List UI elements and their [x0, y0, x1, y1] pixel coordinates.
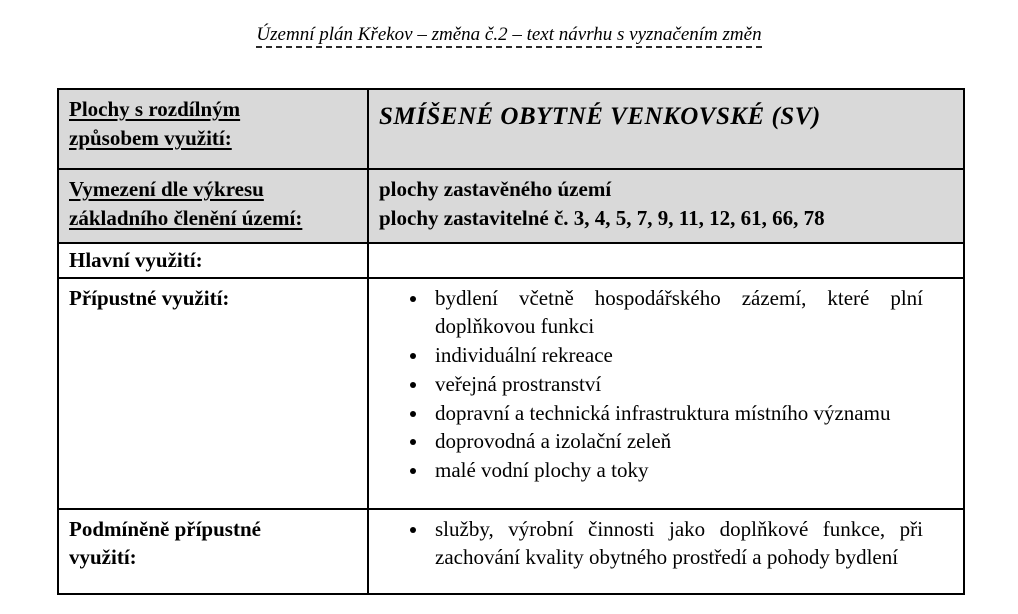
table-row-hlavni — [58, 243, 964, 278]
hlavni-value-cell — [368, 243, 964, 278]
vymezeni-line-2: plochy zastavitelné č. 3, 4, 5, 7, 9, 11, 12, 61, 66, 78 — [379, 205, 825, 230]
pripustne-label: Přípustné využití: — [69, 285, 230, 310]
bullet-item: • veřejná prostranství — [429, 370, 923, 399]
plochy-label: Plochy s rozdílným způsobem využití: — [69, 97, 241, 150]
pripustne-label-cell — [58, 278, 368, 509]
bullet-item: • bydlení včetně hospodářského zázemí, které plní doplňkovou funkci — [429, 284, 923, 342]
document-title-text: Územní plán Křekov – změna č.2 – text návrhu s vyznačením změn — [256, 24, 761, 48]
hlavni-label-cell — [58, 243, 368, 278]
zone-title: SMÍŠENÉ OBYTNÉ VENKOVSKÉ (SV) — [379, 103, 821, 130]
bullet-item: • individuální rekreace — [429, 341, 923, 370]
vymezeni-line-1: plochy zastavěného území — [379, 177, 612, 201]
document-title — [0, 24, 1018, 46]
table-row-plochy — [58, 89, 964, 169]
podminene-bullet-list — [379, 515, 953, 573]
pripustne-value-cell — [368, 278, 964, 509]
hlavni-label: Hlavní využití: — [69, 248, 203, 272]
podminene-label: Podmíněně přípustné využití: — [69, 516, 261, 570]
bullet-item: • doprovodná a izolační zeleň — [429, 427, 923, 456]
vymezeni-label-cell — [58, 169, 368, 243]
zone-title-cell — [368, 89, 964, 169]
zoning-table — [57, 88, 965, 595]
table-row-vymezeni — [58, 169, 964, 243]
vymezeni-value-cell — [368, 169, 964, 243]
bullet-item: • dopravní a technická infrastruktura místního významu — [429, 399, 923, 428]
table-row-pripustne — [58, 278, 964, 509]
plochy-label-cell — [58, 89, 368, 169]
vymezeni-label: Vymezení dle výkresu základního členění území: — [69, 177, 303, 230]
podminene-label-cell — [58, 509, 368, 594]
bullet-item: • malé vodní plochy a toky — [429, 456, 923, 485]
bullet-item: • služby, výrobní činnosti jako doplňkové funkce, při zachování kvality obytného prostředí a pohody bydlení — [429, 515, 923, 573]
table-row-podminene — [58, 509, 964, 594]
podminene-value-cell — [368, 509, 964, 594]
pripustne-bullet-list — [379, 284, 953, 485]
